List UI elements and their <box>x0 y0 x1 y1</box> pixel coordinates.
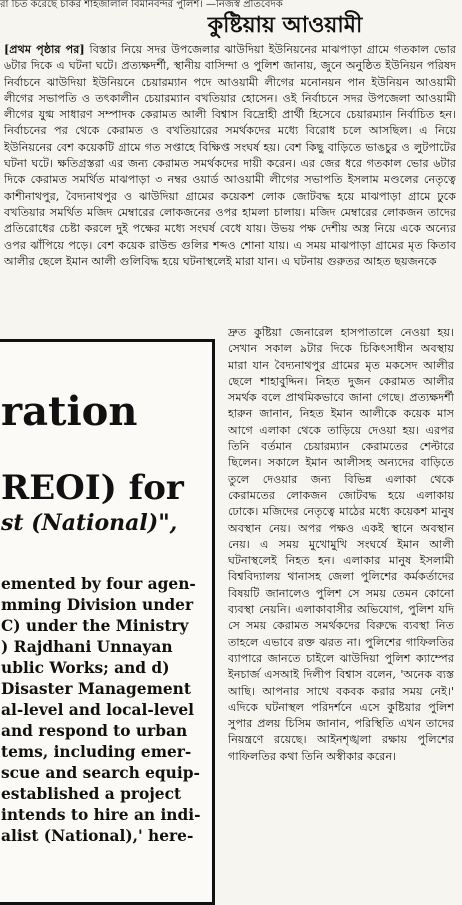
ad-body-line: intends to hire an indi- <box>1 806 201 824</box>
ad-body-line: Disaster Management <box>1 680 191 698</box>
ad-body-line: alist (National),' here- <box>1 827 194 845</box>
ad-body-line: ) Rajdhani Unnayan <box>1 638 173 656</box>
ad-body-line: tems, including emer- <box>1 743 192 761</box>
previous-article-tail: রা চিত করেছে চাকর শাহজালাল বিমানবন্দর পুলিশ। —নিজস্ব প্রতিবেদক <box>0 0 283 10</box>
article-dateline: [প্রথম পৃষ্ঠার পর] <box>4 42 85 56</box>
advertisement-body <box>1 574 209 847</box>
article-body-main-text: বিস্তার নিয়ে সদর উপজেলার ঝাউদিয়া ইউনিয়নের মাঝপাড়া গ্রামে গতকাল ভোর ৬টার দিকে এ ঘটনা ঘটে। প্রত্যক্ষদর্শী, স্থানীয় বাসিন্দা ও পুলিশ জানায়, জুনে অনুষ্ঠিত ইউনিয়ন পরিষদ নির্বাচনে ঝাউদিয়া ইউনিয়নে চেয়ারম্যান পদে আওয়ামী লীগের মনোনয়ন পান ইউনিয়ন আওয়ামী লীগের সভাপতি ও তৎকালীন চেয়ারম্যান বখতিয়ার হোসেন। ওই নির্বাচনে সদর উপজেলা আওয়ামী লীগের যুগ্ম সাধারণ সম্পাদক কেরামত আলী বিশ্বাস বিদ্রোহী প্রার্থী হিসেবে চেয়ারম্যান নির্বাচিত হন। নির্বাচনের পর থেকে কেরামত ও বখতিয়ারের সমর্থকদের মধ্যে বিরোধ চলে আসছিল। এ নিয়ে ইউনিয়নের বেশ কয়েকটি গ্রামে গত সপ্তাহে বিক্ষিপ্ত সংঘর্ষ হয়। বেশ কিছু বাড়িতে ভাঙচুর ও লুটপাটের ঘটনা ঘটে। ক্ষতিগ্রস্তরা এর জন্য কেরামত সমর্থকদের দায়ী করেন। এর জের ধরে গতকাল ভোর ৬টার দিকে কেরামত সমর্থিত মাঝপাড়া ৩ নম্বর ওয়ার্ড আওয়ামী লীগের সভাপতি ইসলাম মণ্ডলের নেতৃত্বে কাশীনাথপুর, বৈদ্যনাথপুর ও ঝাউদিয়া গ্রামের কয়েকশ লোক জোটবদ্ধ হয়ে মাঝপাড়া গ্রামে ঢুকে বখতিয়ার সমর্থিত মজিদ মেম্বারের লোকজনের ওপর হামলা চালায়। মজিদ মেম্বারের লোকজন তাদের প্রতিরোধের চেষ্টা করলে দুই পক্ষের মধ্যে সংঘর্ষ বেধে যায়। উভয় পক্ষ দেশীয় অস্ত্র নিয়ে একে অন্যের ওপর ঝাঁপিয়ে পড়ে। বেশ কয়েক রাউন্ড গুলির শব্দও শোনা যায়। এ সময় মাঝপাড়া গ্রামের মৃত কিতাব আলীর ছেলে ইমান আলী গুলিবিদ্ধ হয়ে ঘটনাস্থলেই মারা যান। এ ঘটনায় গুরুতর আহত ছয়জনকে <box>4 43 456 268</box>
ad-body-line: and respond to urban <box>1 722 188 740</box>
article-body-column: দ্রুত কুষ্টিয়া জেনারেল হাসপাতালে নেওয়া হয়। সেখান সকাল ৯টার দিকে চিকিৎসাধীন অবস্থায় মারা যান বৈদ্যনাথপুর গ্রামের মৃত মকসেদ আলীর ছেলে শাহাবুদ্দিন। নিহত দুজন কেরামত আলীর সমর্থক বলে প্রাথমিকভাবে জানা গেছে। প্রত্যক্ষদর্শী হারুন জানান, নিহত ইমান আলীকে কয়েক মাস আগে এলাকা থেকে তাড়িয়ে দেওয়া হয়। এরপর তিনি বর্তমান চেয়ারম্যান কেরামতের শেল্টারে ছিলেন। সকালে ইমান আলীসহ অন্যদের বাড়িতে তুলে দেওয়ার জন্য বিভিন্ন এলাকা থেকে কেরামতের লোকজন জোটবদ্ধ হয়ে এলাকায় ঢোকে। মজিদের নেতৃত্বে মাঠের মধ্যে কয়েকশ মানুষ অবস্থান নেয়। অপর পক্ষও একই স্থানে অবস্থান নেয়। এ সময় মুখোমুখি সংঘর্ষে ইমান আলী ঘটনাস্থলেই নিহত হন। এলাকার মানুষ ইসলামী বিশ্ববিদ্যালয় থানাসহ জেলা পুলিশের কর্মকর্তাদের বিষয়টি জানালেও পুলিশ সে সময় তেমন কোনো ব্যবস্থা নেয়নি। এলাকাবাসীর অভিযোগ, পুলিশ যদি সে সময় কেরামত সমর্থকদের বিরুদ্ধে ব্যবস্থা নিত তাহলে এভাবে রক্ত ঝরত না। পুলিশের গাফিলতির ব্যাপারে জানতে চাইলে ঝাউদিয়া পুলিশ ক্যাম্পের ইনচার্জ এসআই দিলীপ বিশ্বাস বলেন, 'অনেক ব্যস্ত আছি। আপনার সাথে বকবক করার সময় নেই।' এদিকে ঘটনাস্থল পরিদর্শনে এসে কুষ্টিয়ার পুলিশ সুপার প্রলয় চিসিম জানান, পরিস্থিতি এখন তাদের নিয়ন্ত্রণে রয়েছে। আইনশৃঙ্খলা রক্ষায় পুলিশের গাফিলতির কথা তিনি অস্বীকার করেন। <box>228 326 454 763</box>
advertisement-box <box>0 339 215 905</box>
advertisement-subtitle: REOI) for <box>1 468 184 508</box>
advertisement-title: ration <box>1 388 138 435</box>
ad-body-line: C) under the Ministry <box>1 617 189 635</box>
article-headline: কুষ্টিয়ায় আওয়ামী <box>207 12 363 38</box>
ad-body-line: ublic Works; and d) <box>1 659 170 677</box>
ad-body-line: established a project <box>1 785 182 803</box>
ad-body-line: emented by four agen- <box>1 575 196 593</box>
ad-body-line: scue and search equip- <box>1 764 200 782</box>
article-body-main <box>4 41 456 325</box>
ad-body-line: mming Division under <box>1 596 194 614</box>
ad-body-line: al-level and local-level <box>1 701 194 719</box>
advertisement-subtitle-italic: st (National)", <box>1 510 178 536</box>
